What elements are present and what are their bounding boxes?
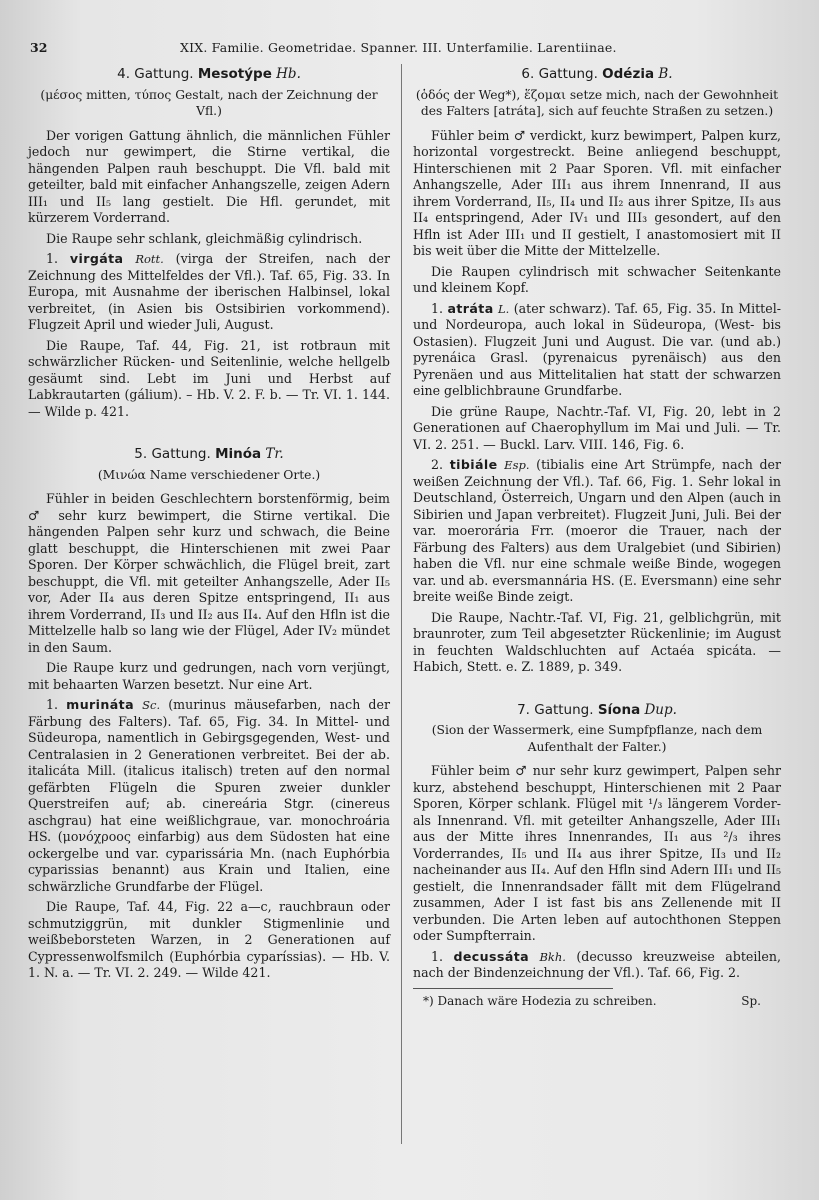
page-header [30, 40, 790, 60]
species-author: Esp. [504, 458, 530, 472]
species-larva: Die grüne Raupe, Nachtr.-Taf. VI, Fig. 20, lebt in 2 Generationen auf Chaerophyllum im Mai und Juli. — Tr. VI. 2. 251. — Buckl. Larv. VIII. 146, Fig. 6. [413, 403, 781, 452]
species-text: (tibialis eine Art Strümpfe, nach der weißen Zeichnung der Vfl.). Taf. 66, Fig. 1. Sehr lokal in Deutschland, Österreich, Ungarn und den Alpen (auch in Sibirien und Japan verbreitet). Flugzeit Juni, Juli. Bei der var. moerorária Frr. (moeror die Trauer, nach der Färbung des Falters) aus dem Uralgebiet (und Sibirien) haben die Vfl. nur eine schmale weiße Binde, wogegen var. und ab. eversmannária HS. (E. Eversmann) eine sehr breite weiße Binde zeigt. [413, 457, 781, 604]
species-larva: Die Raupe, Taf. 44, Fig. 22 a—c, rauchbraun oder schmutziggrün, mit dunkler Stigmenlinie und weißbeborsteten Warzen, in 2 Generationen auf Cypressenwolfsmilch (Euphórbia cyparíssias). — Hb. V. 1. N. a. — Tr. VI. 2. 249. — Wilde 421. [28, 899, 390, 980]
footnote-signature: Sp. [741, 993, 761, 1008]
species-number: 2. [431, 457, 444, 472]
genus-name: Síona [597, 701, 641, 718]
spacer [413, 680, 781, 702]
genus-author: B. [658, 66, 673, 82]
genus-heading-minoa [28, 446, 390, 463]
footnote-text: *) Danach wäre Hodezia zu schreiben. [423, 993, 657, 1008]
larva-description: Die Raupe sehr schlank, gleichmäßig cylindrisch. [46, 230, 363, 246]
spacer [28, 424, 390, 446]
left-column [28, 66, 390, 986]
species-number: 1. [431, 300, 444, 316]
larva-description: Die Raupen cylindrisch mit schwacher Seitenkante und kleinem Kopf. [413, 263, 781, 295]
species-text: (virga der Streifen, nach der Zeichnung des Mittelfeldes der Vfl.). Taf. 65, Fig. 33. In Europa, mit Ausnahme der iberischen Halbinsel, lokal verbreitet, (in Asien bis Ostsibirien vorkommend). Flugzeit April und wieder Juli, August. [28, 251, 390, 332]
species-text: (ater schwarz). Taf. 65, Fig. 35. In Mittel- und Nordeuropa, auch lokal in Südeuropa, (West- bis Ostasien). Flugzeit Juni und August. Die var. (und ab.) pyrenáica Grasl. (pyrenaicus pyrenäisch) aus den Pyrenäen und aus Mittelitalien hat statt der schwarzen eine gelblichbraune Grundfarbe. [413, 300, 781, 398]
genus-heading-odezia [413, 66, 781, 83]
species-author: Sc. [142, 698, 161, 712]
genus-name: Mesotýpe [197, 66, 272, 82]
species-name: tibiále [449, 457, 498, 472]
genus-number: 7. Gattung. [517, 701, 594, 718]
footnote [413, 993, 781, 1010]
genus-number: 6. Gattung. [521, 66, 598, 82]
species-larva: Die Raupe, Taf. 44, Fig. 21, ist rotbraun mit schwärzlicher Rücken- und Seitenlinie, welche hellgelb gesäumt sind. Lebt im Juni und Herbst auf Labkrautarten (gálium). – Hb. V. 2. F. b. — Tr. VI. 1. 144. — Wilde p. 421. [28, 337, 390, 419]
right-column [413, 66, 781, 1013]
genus-number: 5. Gattung. [134, 446, 211, 462]
column-divider [401, 64, 402, 1144]
larva-description: Die Raupe kurz und gedrungen, nach vorn verjüngt, mit behaarten Warzen besetzt. Nur eine Art. [28, 660, 390, 692]
species-text: (decusso kreuzweise abteilen, nach der Bindenzeichnung der Vfl.). Taf. 66, Fig. 2. [413, 948, 781, 980]
species-entry [28, 697, 390, 895]
genus-author: Dup. [644, 701, 677, 718]
species-author: L. [498, 301, 510, 316]
etymology: (ὁδός der Weg*), ἕζομαι setze mich, nach der Gewohnheit des Falters [atráta], sich auf feuchte Straßen zu setzen.) [415, 87, 779, 118]
genus-heading-mesotype [28, 66, 390, 83]
genus-author: Hb. [276, 66, 301, 82]
species-number: 1. [431, 948, 444, 964]
genus-name: Minóa [215, 446, 262, 462]
species-text: (murinus mäusefarben, nach der Färbung des Falters). Taf. 65, Fig. 34. In Mittel- und Südeuropa, namentlich in Gebirgsgegenden, West- und Centralasien in 2 Generationen verbreitet. Bei der ab. italicáta Mill. (italicus italisch) treten auf den normal gefärbten Flügeln die Spuren zweier dunkler Querstreifen auf; ab. cinereária Stgr. (cinereus aschgrau) hat eine weißlichgraue, var. monochroária HS. (μονόχροος einfarbig) aus dem Südosten hat eine ockergelbe und var. cyparissária Mn. (nach Euphórbia cyparissias benannt) aus Krain und Italien, eine schwärzliche Grundfarbe der Flügel. [28, 697, 390, 894]
species-name: murináta [66, 697, 134, 712]
page-number: 32 [30, 40, 48, 55]
genus-description: Fühler beim ♂ nur sehr kurz gewimpert, Palpen sehr kurz, abstehend beschuppt, Hinterschienen mit 2 Paar Sporen, Körper schlank. Flügel mit ¹/₃ längerem Vorder- als Innenrand. Vfl. mit geteilter Anhangszelle, Ader III₁ aus der Mitte ihres Innenrandes, II₁ aus ²/₃ ihres Vorderrandes, II₅ und II₄ aus ihrer Spitze, II₃ und II₂ nacheinander aus II₄. Auf den Hfln sind Adern III₁ und II₅ gestielt, die Innenrandsader fällt mit dem Flügelrand zusammen, Ader I ist fast bis ans Zellenende mit II verbunden. Die Arten leben auf autochthonen Steppen oder Sumpfterrain. [413, 763, 781, 943]
species-author: Rott. [135, 252, 164, 266]
species-number: 1. [46, 697, 59, 712]
species-author: Bkh. [539, 949, 566, 964]
species-entry [413, 949, 781, 982]
genus-description: Fühler in beiden Geschlechtern borstenförmig, beim ♂ sehr kurz bewimpert, die Stirne vertikal. Die hängenden Palpen sehr kurz und schwach, die Beine glatt beschuppt, die Hinterschienen mit zwei Paar Sporen. Der Körper schwächlich, die Flügel breit, zart beschuppt, die Vfl. mit geteilter Anhangszelle, Ader II₅ vor, Ader II₄ aus deren Spitze entspringend, II₁ aus ihrem Vorderrand, II₃ und II₂ aus II₄. Auf den Hfln ist die Mittelzelle halb so lang wie der Flügel, Ader IV₂ mündet in den Saum. [28, 491, 390, 655]
footnote-rule [413, 988, 613, 989]
genus-description: Der vorigen Gattung ähnlich, die männlichen Fühler jedoch nur gewimpert, die Stirne vertikal, die hängenden Palpen rauh beschuppt. Die Vfl. bald mit geteilter, bald mit einfacher Anhangszelle, zeigen Adern III₁ und II₅ lang gestielt. Die Hfl. gerundet, mit kürzerem Vorderrand. [28, 127, 390, 225]
genus-description: Fühler beim ♂ verdickt, kurz bewimpert, Palpen kurz, horizontal vorgestreckt. Beine anliegend beschuppt, Hinterschienen mit 2 Paar Sporen. Vfl. mit einfacher Anhangszelle, Ader III₁ aus ihrem Innenrand, II aus ihrem Vorderrand, II₅, II₄ und II₂ aus ihrer Spitze, II₃ aus II₄ entspringend, Ader IV₁ und III₃ gesondert, auf den Hfln ist Ader III₁ und II gestielt, I anastomosiert mit II bis weit über die Mitte der Mittelzelle. [413, 127, 781, 258]
genus-number: 4. Gattung. [117, 66, 194, 82]
species-entry [413, 457, 781, 606]
running-title: XIX. Familie. Geometridae. Spanner. III. Unterfamilie. Larentiinae. [180, 40, 617, 55]
species-number: 1. [46, 251, 59, 266]
species-name: atráta [447, 300, 494, 316]
species-entry [413, 301, 781, 400]
species-name: decussáta [453, 948, 530, 964]
etymology: (μέσος mitten, τύπος Gestalt, nach der Zeichnung der Vfl.) [40, 87, 378, 118]
genus-heading-siona [413, 702, 781, 719]
etymology: (Μινώα Name verschiedener Orte.) [97, 467, 321, 482]
species-larva: Die Raupe, Nachtr.-Taf. VI, Fig. 21, gelblichgrün, mit braunroter, zum Teil abgesetzter Rückenlinie; im August in feuchten Waldschluchten auf Actaéa spicáta. — Habich, Stett. e. Z. 1889, p. 349. [413, 609, 781, 674]
genus-author: Tr. [265, 446, 284, 462]
etymology: (Sion der Wassermerk, eine Sumpfpflanze, nach dem Aufenthalt der Falter.) [431, 723, 763, 754]
species-entry [28, 251, 390, 334]
species-name: virgáta [69, 251, 124, 266]
genus-name: Odézia [602, 66, 655, 82]
